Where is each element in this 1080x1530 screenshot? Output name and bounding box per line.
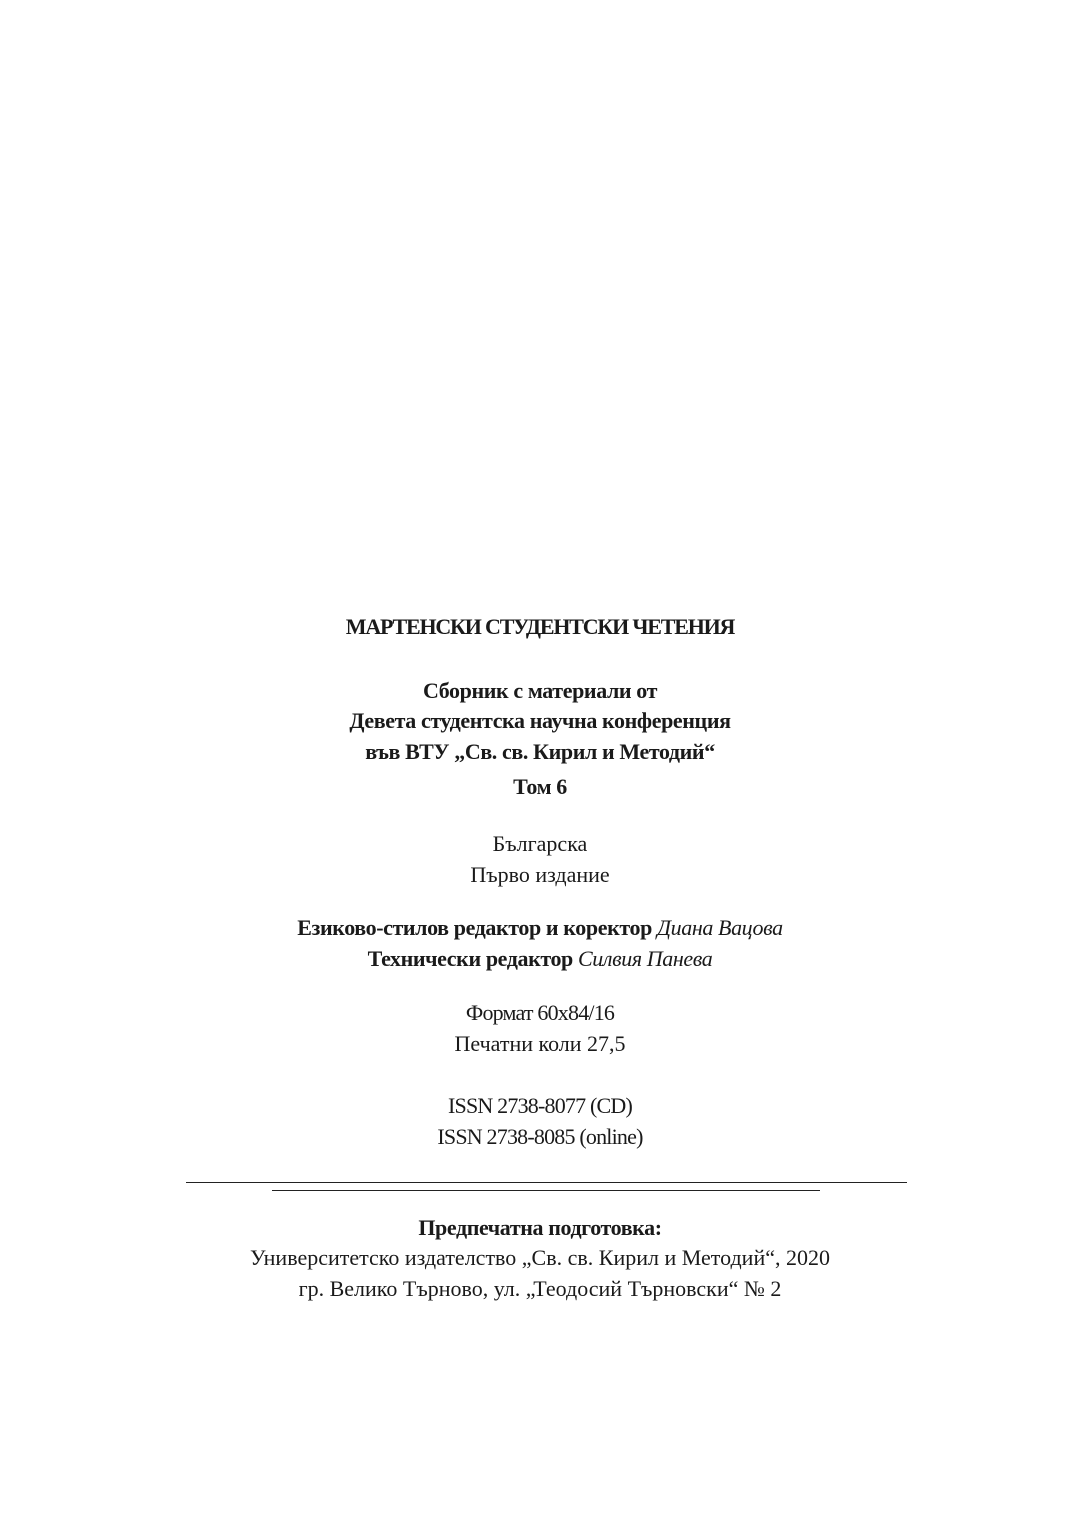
printed-sheets: Печатни коли 27,5 [454, 1031, 626, 1056]
book-title: МАРТЕНСКИ СТУДЕНТСКИ ЧЕТЕНИЯ [345, 614, 735, 639]
issn-online: ISSN 2738-8085 (online) [437, 1124, 643, 1149]
prepress-label: Предпечатна подготовка: [418, 1215, 662, 1240]
divider-short [272, 1190, 820, 1191]
publisher-address: гр. Велико Търново, ул. „Теодосий Търновски“ № 2 [298, 1276, 782, 1301]
language-editor-label: Езиково-стилов редактор и коректор [297, 915, 652, 940]
subtitle-line-2: Девета студентска научна конференция [349, 708, 731, 733]
subtitle-line-3: във ВТУ „Св. св. Кирил и Методий“ [365, 739, 715, 764]
technical-editor-label: Технически редактор [367, 946, 573, 971]
volume-number: Том 6 [513, 774, 567, 799]
technical-editor-credit [0, 946, 1080, 972]
edition-number: Първо издание [470, 862, 610, 887]
subtitle-line-1: Сборник с материали от [422, 678, 658, 703]
language-editor-credit [0, 915, 1080, 941]
edition-language: Българска [492, 831, 588, 856]
publisher-line: Университетско издателство „Св. св. Кирил и Методий“, 2020 [250, 1245, 830, 1270]
technical-editor-name: Силвия Панева [578, 946, 713, 971]
language-editor-name: Диана Вацова [657, 915, 783, 940]
divider-long [186, 1182, 907, 1183]
print-format: Формат 60х84/16 [465, 1000, 615, 1025]
issn-cd: ISSN 2738-8077 (CD) [447, 1093, 633, 1118]
